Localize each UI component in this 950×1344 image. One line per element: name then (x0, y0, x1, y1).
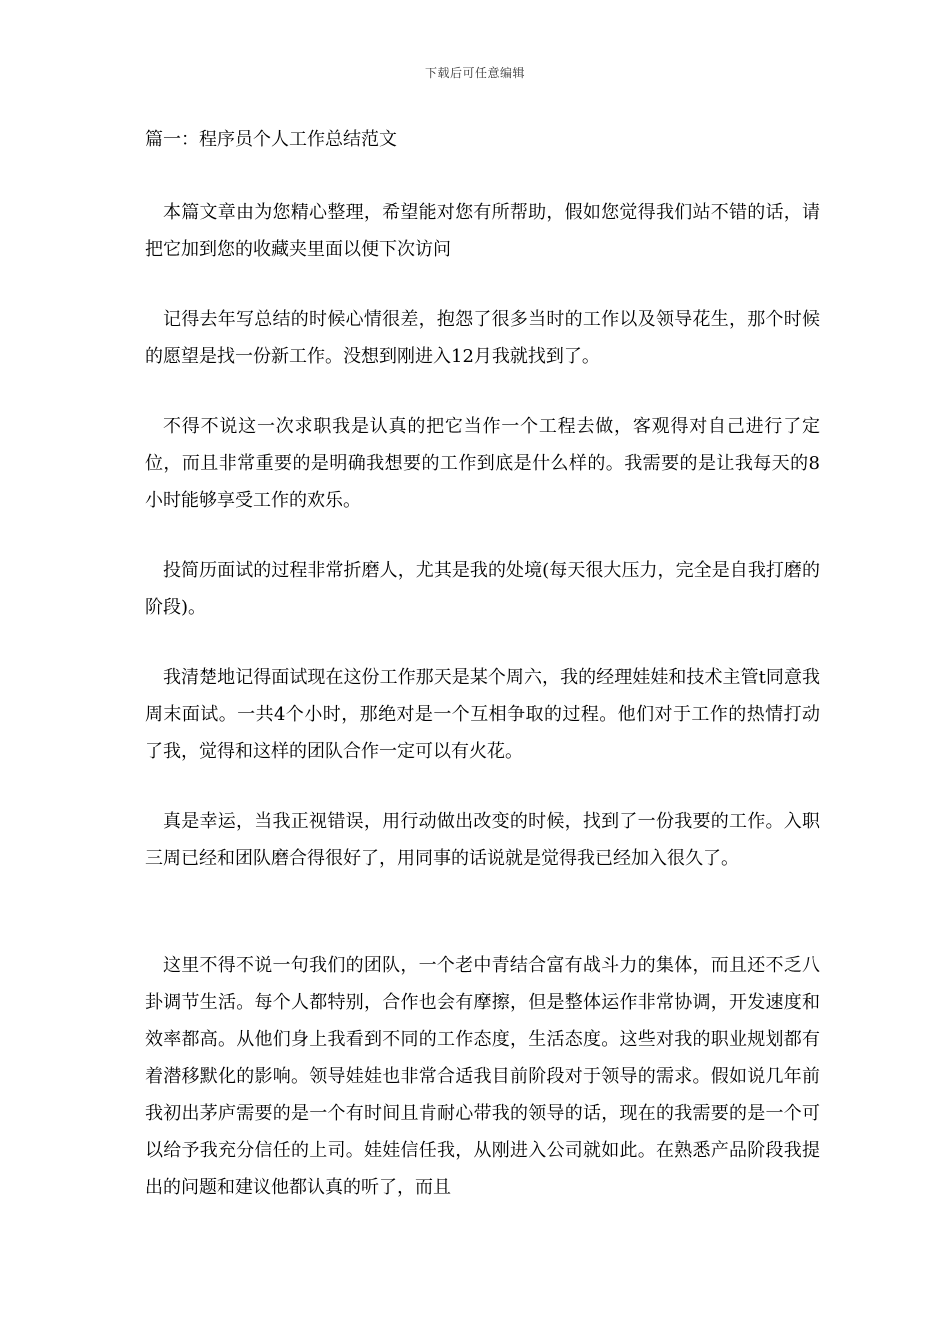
paragraph-2: 记得去年写总结的时候心情很差，抱怨了很多当时的工作以及领导花生，那个时候的愿望是找一份新工作。没想到刚进入12月我就找到了。 (145, 309, 820, 367)
paragraph-7: 这里不得不说一句我们的团队，一个老中青结合富有战斗力的集体，而且还不乏八卦调节生活。每个人都特别，合作也会有摩擦，但是整体运作非常协调，开发速度和效率都高。从他们身上我看到不同的工作态度，生活态度。这些对我的职业规划都有着潜移默化的影响。领导娃娃也非常合适我目前阶段对于领导的需求。假如说几年前我初出茅庐需要的是一个有时间且肯耐心带我的领导的话，现在的我需要的是一个可以给予我充分信任的上司。娃娃信任我，从刚进入公司就如此。在熟悉产品阶段我提出的问题和建议他都认真的听了，而且 (145, 955, 820, 1198)
paragraph-1: 本篇文章由为您精心整理，希望能对您有所帮助，假如您觉得我们站不错的话，请把它加到您的收藏夹里面以便下次访问 (145, 202, 820, 260)
document-title: 篇一：程序员个人工作总结范文 (145, 129, 397, 150)
paragraph-4: 投简历面试的过程非常折磨人，尤其是我的处境(每天很大压力，完全是自我打磨的阶段)。 (145, 560, 820, 618)
document-body (145, 124, 820, 1239)
paragraph-5: 我清楚地记得面试现在这份工作那天是某个周六，我的经理娃娃和技术主管t同意我周末面试。一共4个小时，那绝对是一个互相争取的过程。他们对于工作的热情打动了我，觉得和这样的团队合作一定可以有火花。 (145, 667, 820, 762)
page-header-note: 下载后可任意编辑 (424, 66, 525, 80)
paragraph-6: 真是幸运，当我正视错误，用行动做出改变的时候，找到了一份我要的工作。入职三周已经和团队磨合得很好了，用同事的话说就是觉得我已经加入很久了。 (145, 811, 820, 869)
paragraph-3: 不得不说这一次求职我是认真的把它当作一个工程去做，客观得对自己进行了定位，而且非常重要的是明确我想要的工作到底是什么样的。我需要的是让我每天的8小时能够享受工作的欢乐。 (145, 416, 820, 511)
